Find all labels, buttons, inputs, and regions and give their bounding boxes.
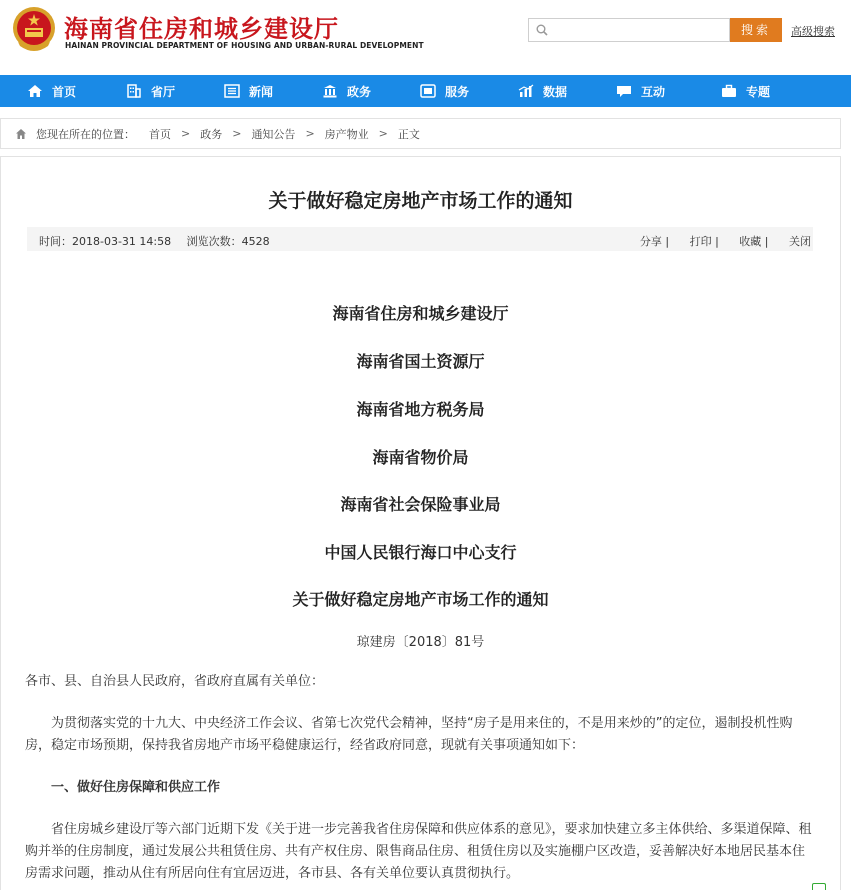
nav-item-interaction[interactable] [616,75,665,107]
home-icon [27,84,43,98]
breadcrumb-separator: > [305,127,315,140]
breadcrumb-separator: > [181,127,191,140]
national-emblem-icon [12,6,56,52]
chart-icon [518,84,534,98]
publish-time: 时间：2018-03-31 14:58 [39,235,172,248]
nav-item-department[interactable] [126,75,175,107]
breadcrumb-separator: > [378,127,388,140]
article-title: 关于做好稳定房地产市场工作的通知 [268,190,573,212]
briefcase-icon [721,84,737,98]
favorite-button[interactable]: 收藏 | [739,235,769,248]
close-button[interactable]: 关闭 [789,235,811,248]
issuer-name: 海南省物价局 [372,448,469,467]
breadcrumb-prefix: 您现在所在的位置： [36,127,135,141]
nav-item-home[interactable] [27,75,76,107]
breadcrumb-current: 正文 [397,127,420,141]
article-actions [623,233,811,249]
government-icon [322,84,338,98]
nav-label: 专题 [746,84,771,99]
breadcrumb-link-affairs[interactable]: 政务 [200,127,223,141]
search-button[interactable]: 搜索 [730,18,782,42]
nav-item-affairs[interactable] [322,75,371,107]
intro-paragraph: 为贯彻落实党的十九大、中央经济工作会议、省第七次党代会精神，坚持“房子是用来住的，不是用来炒的”的定位，遏制投机性购房，稳定市场预期，保持我省房地产市场平稳健康运行，经省政府同意，现就有关事项通知如下： [25,716,793,753]
search-icon [536,24,548,36]
nav-label: 服务 [445,84,470,99]
nav-item-data[interactable] [518,75,567,107]
issuer-name: 中国人民银行海口中心支行 [324,543,517,562]
nav-item-news[interactable] [224,75,273,107]
breadcrumb-link-property[interactable]: 房产物业 [324,127,369,141]
nav-label: 政务 [347,84,372,99]
nav-label: 首页 [52,84,77,99]
advanced-search-link[interactable]: 高级搜索 [791,25,835,38]
nav-label: 数据 [543,84,568,99]
nav-label: 新闻 [249,84,274,99]
print-button[interactable]: 打印 | [689,235,719,248]
breadcrumb [0,118,841,149]
issuer-name: 海南省社会保险事业局 [340,495,501,514]
article-meta-bar [27,227,813,251]
document-title: 关于做好稳定房地产市场工作的通知 [292,590,549,609]
view-count: 浏览次数：4528 [186,235,270,248]
site-title[interactable]: 海南省住房和城乡建设厅 [64,15,339,43]
chat-icon [616,84,632,98]
section-paragraph: 省住房城乡建设厅等六部门近期下发《关于进一步完善我省住房保障和供应体系的意见》，要求加快建立多主体供给、多渠道保障、租购并举的住房制度，通过发展公共租赁住房、共有产权住房、限售商品住房、租赁住房以及实施棚户区改造，妥善解决好本地居民基本住房需求问题，推动从住有所居向住有宜居迈进，各市县、各有关单位要认真贯彻执行。 [25,822,812,881]
nav-label: 省厅 [151,84,176,99]
share-button[interactable]: 分享 | [639,235,670,248]
building-icon [126,84,142,98]
news-icon [224,84,240,98]
home-icon [15,128,27,140]
article-meta [39,233,270,249]
issuer-name: 海南省国土资源厅 [356,352,485,371]
back-to-top-button[interactable] [812,883,826,890]
breadcrumb-separator: > [232,127,242,140]
search-input[interactable] [553,21,725,39]
search-box [528,18,730,42]
breadcrumb-link-notices[interactable]: 通知公告 [251,127,296,141]
site-subtitle: HAINAN PROVINCIAL DEPARTMENT OF HOUSING AND URBAN-RURAL DEVELOPMENT [65,41,424,50]
issuer-name: 海南省地方税务局 [356,400,485,419]
nav-item-topics[interactable] [721,75,770,107]
section-heading: 一、做好住房保障和供应工作 [51,780,221,795]
nav-label: 互动 [641,84,666,99]
breadcrumb-link-home[interactable]: 首页 [149,127,171,141]
addressee: 各市、县、自治县人民政府，省政府直属有关单位： [25,674,325,689]
article-container [0,156,841,890]
nav-item-service[interactable] [420,75,469,107]
service-icon [420,84,436,98]
document-number: 琼建房〔2018〕81号 [356,635,485,650]
main-nav [0,75,851,107]
site-header [0,0,851,75]
issuer-name: 海南省住房和城乡建设厅 [332,304,509,323]
